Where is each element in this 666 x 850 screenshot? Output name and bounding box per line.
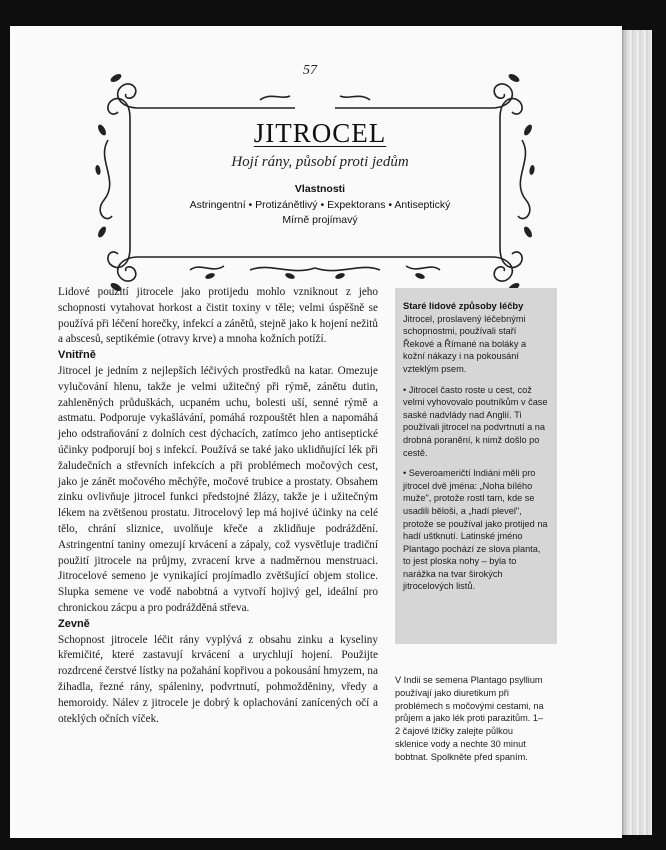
side-note: V Indii se semena Plantago psyllium používají jako diuretikum při problémech s močovými cestami, na průjem a jako lék proti parazitům. 1–2 čajové lžičky zalejte půlkou sklenice vody a nechte 30 minut bobtnat. Spolkněte před spaním. bbox=[395, 675, 544, 762]
sidebar-bullet: • Severoameričtí Indiáni měli pro jitrocel dvě jména: „Noha bílého muže", protože rostl tam, kde se usadili běloši, a „hadí plevel", protože se používal jako protijed na hadí uštknutí. Latinské jméno Plantago pochází ze slova planta, to jest ploska nohy – byla to narážka na tvar širokých jitrocelových listů. bbox=[403, 467, 549, 593]
page-title: JITROCEL bbox=[253, 118, 387, 148]
internal-use-heading: Vnitřně bbox=[58, 349, 96, 362]
main-text-column bbox=[58, 285, 378, 727]
sidebar-intro: Jitrocel, proslavený léčebnými schopnostmi, používali staří Řekové a Římané na boláky a kožní nákazy i na pokousání vzteklým psem. bbox=[403, 313, 527, 374]
internal-use-paragraph: Jitrocel je jedním z nejlepších léčivých prostředků na katar. Omezuje vylučování hlenu, takže je velmi užitečný při rýmě, zánětu dutin, zahleněných průduškách, ucpaném uchu, bolesti uší, senné rýmě a astmatu. Podporuje vykašlávání, pomáhá rozpouštět hlen a napomáhá jeho odstraňování z dolních cest dýchacích, zatímco jeho antiseptické účinky podporují boj s infekcí. Používá se také jako uklidňující lék při žaludečních a střevních infekcích a při problémech močových cest, jako je zánět močového měchýře, močové trubice a prostaty. Obsahem zinku ovlivňuje jitrocel funkci předstojné žlázy, takže je i užitečným lékem na zvětšenou prostatu. Jitrocelový lep má hojivé účinky na celé tělo, chrání sliznice, uvolňuje křeče a zklidňuje podráždění. Astringentní taniny omezují krvácení a zápaly, což vysvětluje tradiční použití jitrocele na průjmy, zvracení krve a nadměrnou menstruaci. Jitrocelové semeno je vynikající projímadlo zvětšující objem stolice. Slupka semene ve vodě nabobtná a vytvoří hojivý gel, ideální pro chronickou zácpu a pro podrážděná střeva. bbox=[58, 364, 378, 614]
folk-remedies-sidebar bbox=[395, 288, 557, 644]
page-subtitle: Hojí rány, působí proti jedům bbox=[231, 154, 409, 170]
intro-paragraph: Lidové použití jitrocele jako protijedu mohlo vzniknout z jeho schopnosti vytahovat horkost a čistit toxiny v těle; velmi úspěšně se používá při léčení horečky, infekcí a zánětů, stejně jako k hojení nežitů a abscesů, septikémie (otravy krve) a mnoha kožních potíží. bbox=[58, 286, 378, 346]
external-use-heading: Zevně bbox=[58, 617, 90, 630]
properties-heading: Vlastnosti bbox=[294, 183, 346, 195]
book-page bbox=[10, 26, 622, 838]
properties-line-2: Mírně projímavý bbox=[282, 214, 358, 226]
sidebar-bullet: • Jitrocel často roste u cest, což velmi vyhovovalo poutníkům v čase saské nadvlády nad Anglií. Ti používali jitrocel na podvrtnutí a na drobná poranění, k nimž došlo po cestě. bbox=[403, 384, 549, 460]
external-use-paragraph: Schopnost jitrocele léčit rány vyplývá z obsahu zinku a kyseliny křemičité, které zastavují krvácení a urychlují hojení. Použijte rozdrcené čerstvé lístky na požahání kopřivou a pokousání hmyzem, na žihadla, řezné rány, spáleniny, podvrtnutí, pohmožděniny, vředy a hemoroidy. Nálev z jitrocele je dobrý k oplachování zanícených očí a oteklých očních víček. bbox=[58, 633, 378, 725]
page-number: 57 bbox=[303, 63, 317, 78]
sidebar-heading: Staré lidové způsoby léčby bbox=[403, 300, 524, 311]
properties-line-1: Astringentní • Protizánětlivý • Expektorans • Antiseptický bbox=[189, 199, 451, 211]
